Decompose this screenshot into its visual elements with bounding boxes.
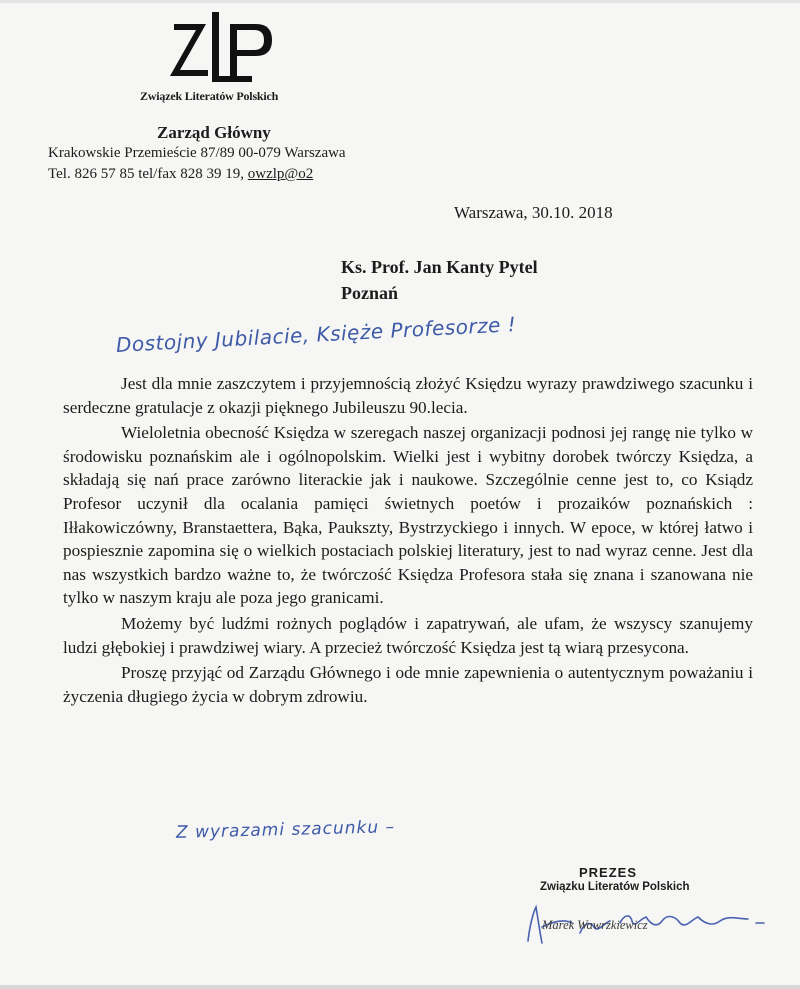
- letter-date: Warszawa, 30.10. 2018: [454, 203, 613, 222]
- recipient-city: Poznań: [341, 283, 399, 303]
- board-name: Zarząd Główny: [157, 123, 271, 142]
- body-paragraph-4: Proszę przyjąć od Zarządu Głównego i ode mnie zapewnienia o autentycznym poważaniu i życzenia długiego życia w dobrym zdrowiu.: [63, 663, 753, 706]
- phone-line: Tel. 826 57 85 tel/fax 828 39 19,: [48, 166, 248, 182]
- signature-org: Związku Literatów Polskich: [540, 881, 690, 893]
- scan-edge-top: [0, 0, 800, 3]
- body-paragraph-3: Możemy być ludźmi rożnych poglądów i zapatrywań, ale ufam, że wszyscy szanujemy ludzi głębokiej i prawdziwej wiary. A przecież twórczość Księdza jest tą wiarą przesycona.: [63, 613, 753, 657]
- body-paragraph-2: Wieloletnia obecność Księdza w szeregach naszej organizacji podnosi jej rangę nie tylko w środowisku poznańskim ale i ogólnopolskim. Wielki jest i wybitny dorobek twórczy Księdza, a składają się nań prace zarówno literackie jak i naukowe. Szczególnie cenne jest to, co Ksiądz Profesor uczynił dla ocalania pamięci świetnych poetów i prozaików poznańskich : Iłłakowiczówny, Branstaettera, Bąka, Paukszty, Bystrzyckiego i innych. W epoce, w której łatwo i pospiesznie zapomina się o wielkich postaciach polskiej literatury, jest to nad wyraz cenne. Jest dla nas wszystkich bardzo ważne to, że twórczość Księdza Profesora stała się znana i szanowana nie tylko w naszym kraju ale poza jego granicami.: [63, 423, 753, 608]
- contact-line: [48, 166, 313, 183]
- email-link[interactable]: owzlp@o2: [247, 166, 314, 182]
- address-line: Krakowskie Przemieście 87/89 00-079 Warszawa: [48, 145, 346, 161]
- signature-title: PREZES: [579, 865, 638, 880]
- recipient-name: Ks. Prof. Jan Kanty Pytel: [341, 257, 538, 277]
- signatory-name: Marek Wawrzkiewicz: [542, 918, 648, 932]
- handwritten-closing: Z wyrazami szacunku –: [175, 817, 396, 843]
- handwritten-salutation: Dostojny Jubilacie, Księże Profesorze !: [115, 312, 517, 357]
- org-name: Związek Literatów Polskich: [140, 89, 279, 103]
- letter-body: [63, 372, 753, 708]
- scan-edge-bottom: [0, 985, 800, 989]
- body-paragraph-1: Jest dla mnie zaszczytem i przyjemnością złożyć Księdzu wyrazy prawdziwego szacunku i serdeczne gratulacje z okazji pięknego Jubileuszu 90.lecia.: [63, 374, 753, 417]
- zlp-logo: [168, 10, 278, 90]
- recipient-block: [341, 254, 538, 306]
